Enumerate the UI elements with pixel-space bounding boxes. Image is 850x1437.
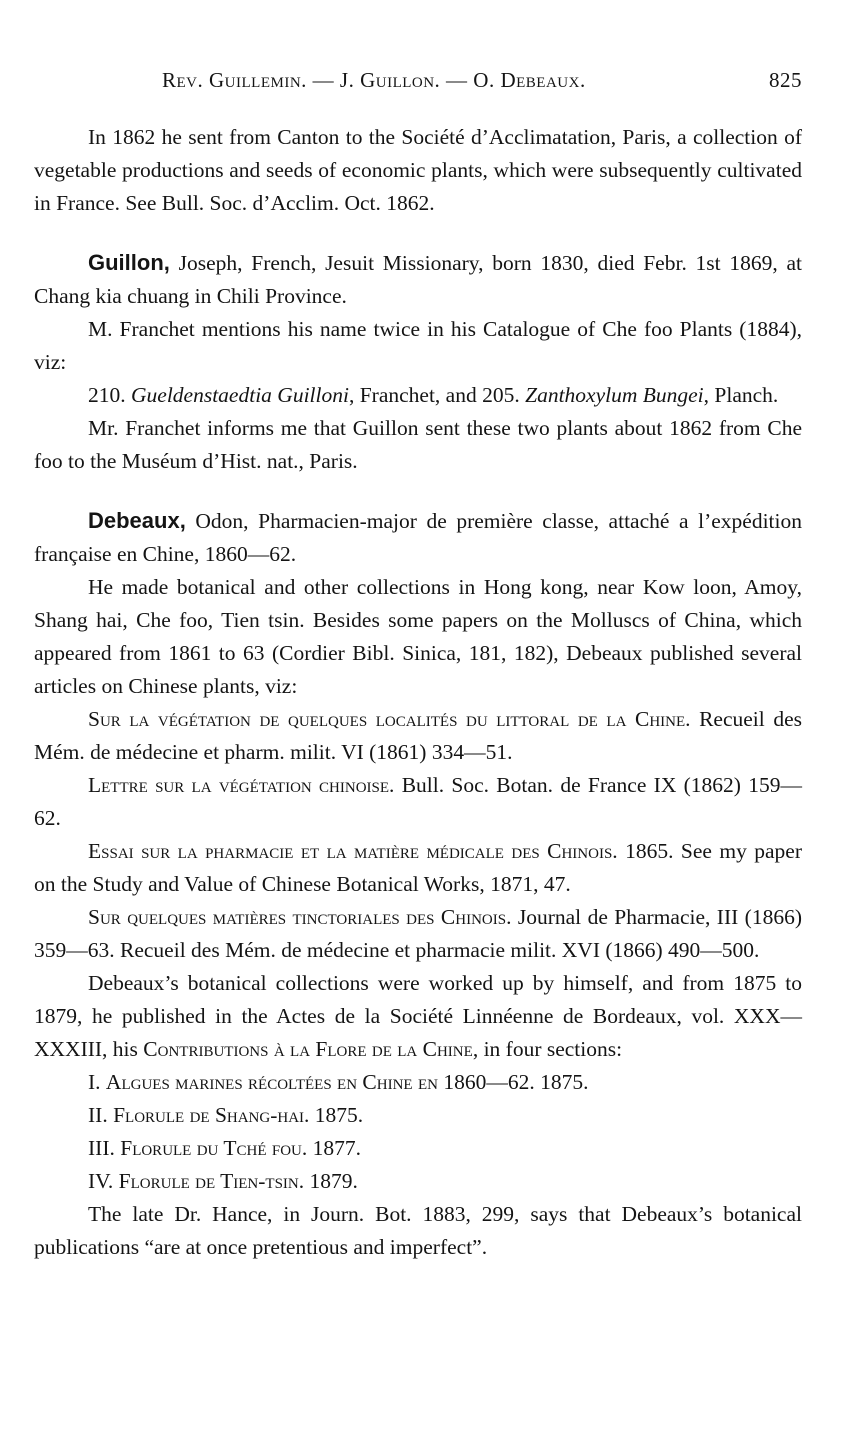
work-item bbox=[34, 835, 802, 901]
entry-guillon bbox=[34, 246, 802, 313]
entry-debeaux bbox=[34, 504, 802, 571]
work-item bbox=[34, 769, 802, 835]
species-name: Gueldenstaedtia Guilloni bbox=[131, 383, 349, 407]
work-item bbox=[34, 703, 802, 769]
paragraph-canton-collection: In 1862 he sent from Canton to the Société d’Acclimatation, Paris, a collection of vegetable productions and seeds of economic plants, which were subsequently cultivated in France. See Bull. Soc. d’Acclim. Oct. 1862. bbox=[34, 125, 802, 215]
entry-separator bbox=[34, 478, 802, 504]
book-page bbox=[34, 60, 802, 1264]
section-year: 1877. bbox=[307, 1136, 362, 1160]
section-item bbox=[34, 1165, 802, 1198]
work-title: Lettre sur la végétation chinoise. bbox=[88, 773, 395, 797]
species-number: 210. bbox=[88, 383, 131, 407]
page-body bbox=[34, 121, 802, 1264]
contributions-title: Contributions à la Flore de la Chine bbox=[143, 1037, 473, 1061]
work-item bbox=[34, 901, 802, 967]
section-number: I. bbox=[88, 1070, 106, 1094]
entry-name-debeaux: Debeaux, bbox=[88, 508, 186, 533]
paragraph-species-list bbox=[34, 379, 802, 412]
entry-separator bbox=[34, 220, 802, 246]
section-item bbox=[34, 1066, 802, 1099]
guillon-intro: Joseph, French, Jesuit Missionary, born 1830, died Febr. 1st 1869, at Chang kia chuang in Chili Province. bbox=[34, 251, 802, 308]
work-title: Essai sur la pharmacie et la matière médicale des Chinois. bbox=[88, 839, 618, 863]
paragraph-contributions bbox=[34, 967, 802, 1066]
paragraph-hance-quote: The late Dr. Hance, in Journ. Bot. 1883, 299, says that Debeaux’s botanical publications “are at once pretentious and imperfect”. bbox=[34, 1202, 802, 1259]
section-year: 1860—62. 1875. bbox=[437, 1070, 589, 1094]
work-title: Sur la végétation de quelques localités du littoral de la Chine. bbox=[88, 707, 691, 731]
debeaux-intro: Odon, Pharmacien-major de première classe, attaché a l’expédition française en Chine, 1860—62. bbox=[34, 509, 802, 566]
section-item bbox=[34, 1132, 802, 1165]
section-number: IV. bbox=[88, 1169, 119, 1193]
paragraph-franchet-catalogue: M. Franchet mentions his name twice in his Catalogue of Che foo Plants (1884), viz: bbox=[34, 317, 802, 374]
section-title: Algues marines récoltées en Chine en bbox=[105, 1070, 438, 1094]
species-name: Zanthoxylum Bungei bbox=[525, 383, 704, 407]
work-details: 1865. See my paper on the Study and Value of Chinese Botanical Works, 1871, 47. bbox=[34, 839, 803, 896]
entry-name-guillon: Guillon, bbox=[88, 250, 170, 275]
paragraph-debeaux-collections: He made botanical and other collections in Hong kong, near Kow loon, Amoy, Shang hai, Che foo, Tien tsin. Besides some papers on the Molluscs of China, which appeared from 1861 to 63 (Cordier Bibl. Sinica, 181, 182), Debeaux published several articles on Chinese plants, viz: bbox=[34, 575, 802, 698]
work-title: Sur quelques matières tinctoriales des Chinois. bbox=[88, 905, 512, 929]
section-title: Florule de Shang-hai. bbox=[113, 1103, 310, 1127]
contributions-text: Debeaux’s botanical collections were worked up by himself, and from 1875 to 1879, he published in the Actes de la Société Linnéenne de Bordeaux, vol. XXX—XXXIII, his bbox=[34, 971, 802, 1061]
section-year: 1875. bbox=[309, 1103, 364, 1127]
section-title: Florule du Tché fou. bbox=[120, 1136, 308, 1160]
page-header bbox=[34, 60, 802, 100]
work-details: Journal de Pharmacie, III (1866) 359—63. Recueil des Mém. de médecine et pharmacie milit. XVI (1866) 490—500. bbox=[34, 905, 802, 962]
work-details: Bull. Soc. Botan. de France IX (1862) 159—62. bbox=[34, 773, 803, 830]
section-item bbox=[34, 1099, 802, 1132]
work-details: Recueil des Mém. de médecine et pharm. milit. VI (1861) 334—51. bbox=[34, 707, 802, 764]
contributions-text: , in four sections: bbox=[472, 1037, 623, 1061]
page-number: 825 bbox=[769, 68, 802, 92]
section-number: II. bbox=[88, 1103, 114, 1127]
paragraph-guillon-sent: Mr. Franchet informs me that Guillon sent these two plants about 1862 from Che foo to the Muséum d’Hist. nat., Paris. bbox=[34, 416, 802, 473]
species-author: , Planch. bbox=[703, 383, 779, 407]
running-head: Rev. Guillemin. — J. Guillon. — O. Debeaux. bbox=[162, 68, 586, 92]
species-separator: , Franchet, and 205. bbox=[348, 383, 526, 407]
section-title: Florule de Tien-tsin. bbox=[118, 1169, 305, 1193]
section-year: 1879. bbox=[304, 1169, 358, 1193]
section-number: III. bbox=[88, 1136, 121, 1160]
